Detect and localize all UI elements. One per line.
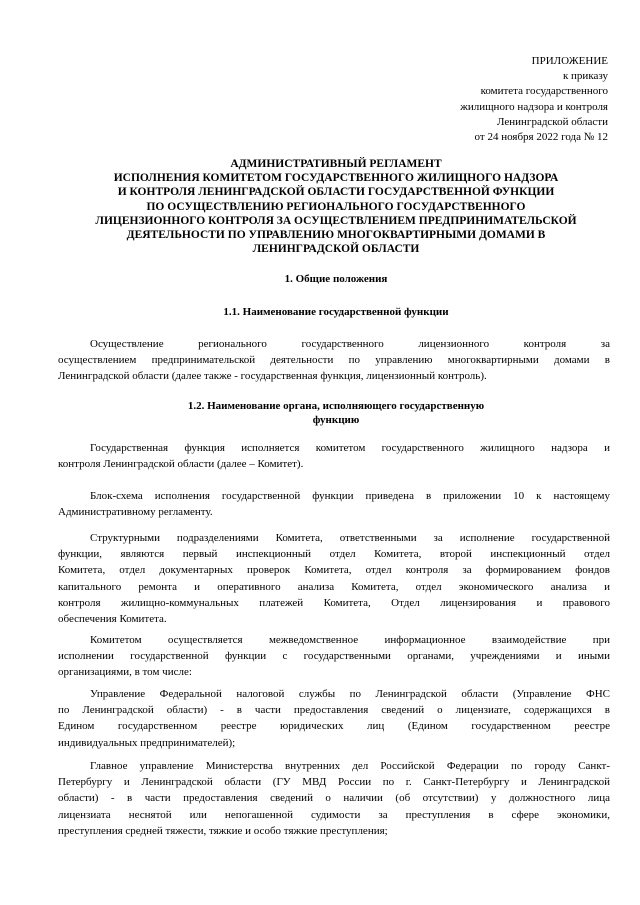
appendix-date-number: от 24 ноября 2022 года № 12 xyxy=(474,131,608,144)
section-heading-authority: 1.2. Наименование органа, исполняющего государственную функцию xyxy=(187,400,485,426)
paragraph-function-description: Осуществление регионального государственного лицензионного контроля за осуществлением предпринимательской деятельности по управлению многоквартирными домами в Ленинградской области (далее также - государственная функция, лицензионный контроль). xyxy=(58,338,610,383)
paragraph-structural-units: Структурными подразделениями Комитета, ответственными за исполнение государственной функции, являются первый инспекционный отдел Комитета, второй инспекционный отдел Комитета, отдел документарных проверок Комитета, отдел контроля за формированием фондов капитального ремонта и оперативного анализа Комитета, отдел экономического анализа и контроля жилищно-коммунальных платежей Комитета, Отдел лицензирования и правового обеспечения Комитета. xyxy=(58,532,610,626)
appendix-order-ref: к приказу xyxy=(562,70,608,83)
appendix-committee-name: жилищного надзора и контроля xyxy=(460,100,608,113)
paragraph-interior-ministry: Главное управление Министерства внутренних дел Российской Федерации по городу Санкт- Петербургу и Ленинградской области (ГУ МВД России по г. Санкт-Петербургу и Ленинградской области) - в части предоставления сведений о наличии (об отсутствии) у должностного лица лицензиата неснятой или непогашенной судимости за преступления в сфере экономики, преступления средней тяжести, тяжкие и особо тяжкие преступления; xyxy=(58,760,610,837)
section-heading-function-name: 1.1. Наименование государственной функции xyxy=(223,306,449,318)
appendix-region: Ленинградской области xyxy=(497,115,608,128)
paragraph-executing-body: Государственная функция исполняется комитетом государственного жилищного надзора и контроля Ленинградской области (далее – Комитет). xyxy=(58,442,610,471)
appendix-committee: комитета государственного xyxy=(480,85,608,98)
title-line: ЛЕНИНГРАДСКОЙ ОБЛАСТИ xyxy=(252,243,420,256)
appendix-title: ПРИЛОЖЕНИЕ xyxy=(531,55,608,67)
section-heading-general: 1. Общие положения xyxy=(284,273,388,285)
title-line: ЛИЦЕНЗИОННОГО КОНТРОЛЯ ЗА ОСУЩЕСТВЛЕНИЕМ ПРЕДПРИНИМАТЕЛЬСКОЙ xyxy=(95,214,577,227)
title-line: ДЕЯТЕЛЬНОСТИ ПО УПРАВЛЕНИЮ МНОГОКВАРТИРНЫМИ ДОМАМИ В xyxy=(126,229,546,242)
title-line: И КОНТРОЛЯ ЛЕНИНГРАДСКОЙ ОБЛАСТИ ГОСУДАРСТВЕННОЙ ФУНКЦИИ xyxy=(117,186,555,199)
title-line: АДМИНИСТРАТИВНЫЙ РЕГЛАМЕНТ xyxy=(230,158,442,170)
title-line: ИСПОЛНЕНИЯ КОМИТЕТОМ ГОСУДАРСТВЕННОГО ЖИЛИЩНОГО НАДЗОРА xyxy=(113,172,559,185)
paragraph-tax-service: Управление Федеральной налоговой службы по Ленинградской области (Управление ФНС по Ленинградской области) - в части предоставления сведений о лицензиате, содержащихся в Едином государственном реестре юридических лиц (Едином государственном реестре индивидуальных предпринимателей); xyxy=(58,688,610,749)
document-title xyxy=(70,157,602,256)
paragraph-block-diagram: Блок-схема исполнения государственной функции приведена в приложении 10 к настоящему Административному регламенту. xyxy=(58,490,610,519)
appendix-header xyxy=(460,54,608,145)
paragraph-interaction: Комитетом осуществляется межведомственное информационное взаимодействие при исполнении государственной функции с государственными органами, учреждениями и иными организациями, в том числе: xyxy=(58,634,610,679)
title-line: ПО ОСУЩЕСТВЛЕНИЮ РЕГИОНАЛЬНОГО ГОСУДАРСТВЕННОГО xyxy=(146,200,526,213)
